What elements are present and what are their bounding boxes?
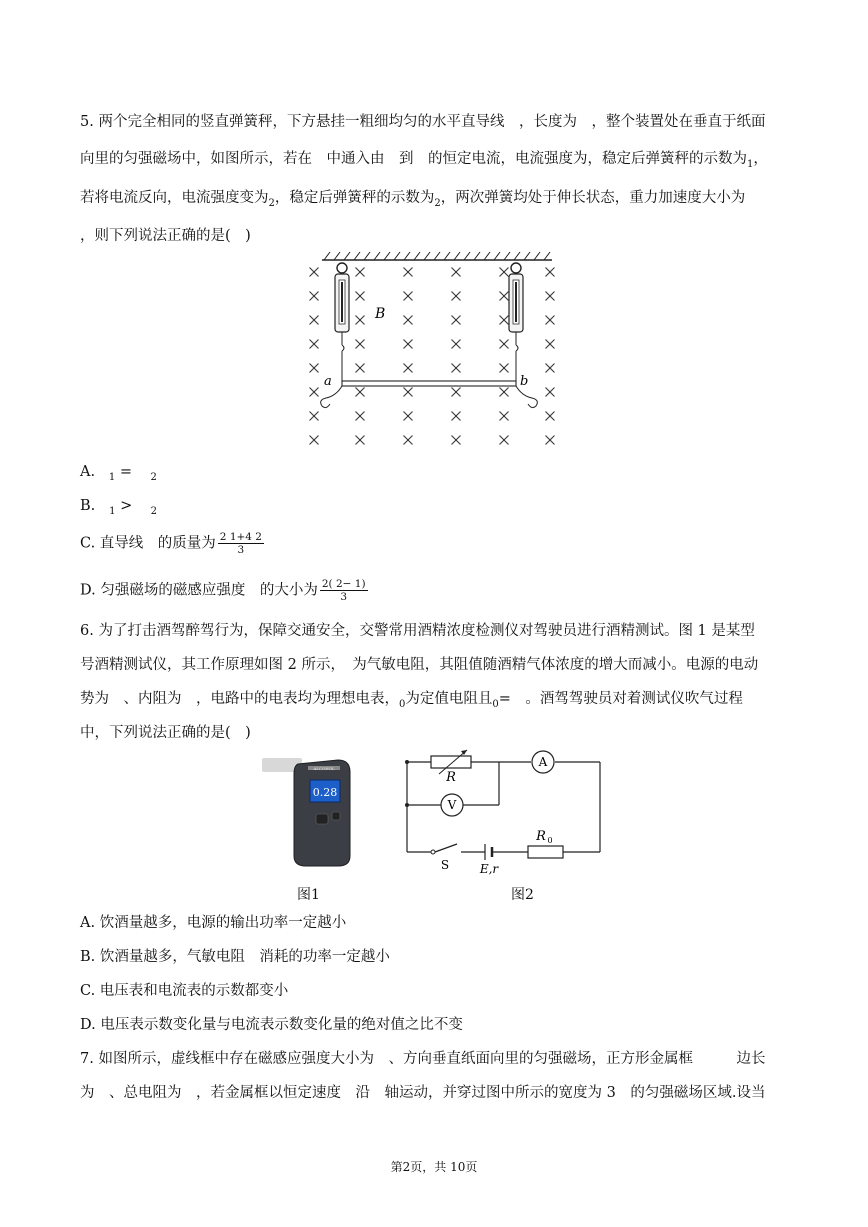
device-button-2 bbox=[332, 812, 340, 820]
q5-option-b-op: > bbox=[120, 498, 133, 514]
label-b: b bbox=[520, 374, 529, 389]
right-spring-scale bbox=[509, 263, 523, 382]
q5-option-b-label: B. bbox=[80, 498, 96, 514]
q6-option-b: B. 饮酒量越多，气敏电阻 消耗的功率一定越小 bbox=[80, 949, 390, 965]
q6-line-3-sub: 0 bbox=[399, 699, 406, 710]
q5-option-a bbox=[80, 462, 157, 484]
q5-line-3-sub: 2 bbox=[268, 198, 275, 209]
q6-line-3 bbox=[80, 689, 743, 711]
q5-option-c-num: 2 1+4 2 bbox=[219, 531, 262, 543]
horizontal-wire bbox=[321, 381, 538, 408]
q5-option-d-text: D. 匀强磁场的磁感应强度 的大小为 bbox=[80, 582, 318, 599]
battery-label: E,r bbox=[479, 862, 499, 876]
ceiling bbox=[322, 252, 552, 260]
q5-option-b-sub1: 1 bbox=[109, 506, 116, 517]
q5-line-3a: 若将电流反向，电流强度变为 bbox=[80, 190, 269, 206]
q5-line-2-sub: 1 bbox=[747, 159, 754, 170]
q6-line-3c: = 。酒驾驾驶员对着测试仪吹气过程 bbox=[498, 691, 743, 707]
q6-line-3a: 势为 、内阻为 ，电路中的电表均为理想电表， bbox=[80, 691, 399, 707]
q7-line-1: 7. 如图所示，虚线框中存在磁感应强度大小为 、方向垂直纸面向里的匀强磁场，正方形金属框 边长 bbox=[80, 1051, 766, 1067]
ammeter-label: A bbox=[538, 755, 548, 769]
q5-option-c-text: C. 直导线 的质量为 bbox=[80, 535, 216, 552]
voltmeter-label: V bbox=[447, 798, 457, 812]
q6-line-3b: 为定值电阻且 bbox=[405, 691, 493, 707]
circuit-diagram bbox=[395, 748, 610, 878]
label-B: B bbox=[375, 306, 386, 322]
q5-option-a-sub1: 1 bbox=[108, 472, 116, 483]
q5-line-3c: ，两次弹簧均处于伸长状态，重力加速度大小为 bbox=[440, 190, 746, 206]
q6-line-1: 6. 为了打击酒驾醉驾行为，保障交通安全，交警常用酒精浓度检测仪对驾驶员进行酒精测试。图 1 是某型 bbox=[80, 623, 755, 639]
label-R0: R bbox=[536, 829, 546, 844]
q6-option-c: C. 电压表和电流表的示数都变小 bbox=[80, 983, 289, 999]
q5-option-a-label: A. bbox=[80, 464, 96, 480]
q5-line-3b: ，稳定后弹簧秤的示数为 bbox=[274, 190, 435, 206]
q5-line-4: ，则下列说法正确的是( ) bbox=[80, 228, 251, 244]
q6-line-3-sub2: 0 bbox=[492, 699, 499, 710]
q5-option-c-den: 3 bbox=[237, 544, 245, 556]
q5-line-3-sub2: 2 bbox=[434, 198, 441, 209]
left-spring-scale bbox=[335, 263, 349, 382]
switch-pivot bbox=[431, 850, 435, 854]
junction-top bbox=[405, 760, 409, 764]
q6-option-d: D. 电压表示数变化量与电流表示数变化量的绝对值之比不变 bbox=[80, 1017, 463, 1033]
breathalyzer-figure bbox=[258, 752, 358, 870]
q5-line-2-text: 向里的匀强磁场中，如图所示，若在 中通入由 到 的恒定电流，电流强度为，稳定后弹簧秤的示数为 bbox=[80, 151, 747, 167]
q6-line-4: 中，下列说法正确的是( ) bbox=[80, 725, 251, 741]
q5-line-1: 5. 两个完全相同的竖直弹簧秤，下方悬挂一粗细均匀的水平直导线 ，长度为 ，整个装置处在垂直于纸面 bbox=[80, 114, 766, 130]
q5-figure bbox=[300, 250, 570, 455]
q5-option-b bbox=[80, 496, 157, 518]
q5-line-2 bbox=[80, 149, 768, 171]
q5-option-b-sub2: 2 bbox=[150, 506, 158, 517]
q5-option-d bbox=[80, 578, 368, 603]
fig2-caption: 图2 bbox=[511, 887, 534, 903]
label-R: R bbox=[446, 770, 456, 785]
device-body bbox=[294, 760, 350, 866]
variable-resistor-R bbox=[431, 756, 471, 768]
device-button-1 bbox=[316, 814, 328, 824]
junction-left bbox=[405, 803, 409, 807]
q6-option-a: A. 饮酒量越多，电源的输出功率一定越小 bbox=[80, 915, 347, 931]
page-footer: 第2页，共 10页 bbox=[390, 1160, 478, 1174]
q5-option-d-num: 2( 2− 1) bbox=[321, 578, 366, 590]
fig1-caption: 图1 bbox=[297, 887, 320, 903]
q5-option-d-den: 3 bbox=[340, 591, 348, 603]
switch-label: S bbox=[440, 858, 450, 872]
q5-option-c-fraction bbox=[218, 531, 264, 556]
label-R0-sub: 0 bbox=[547, 836, 553, 845]
device-brand: ALCOHOL bbox=[313, 766, 335, 771]
q5-line-2-end: ， bbox=[753, 151, 768, 167]
q7-line-2: 为 、总电阻为 ，若金属框以恒定速度 沿 轴运动，并穿过图中所示的宽度为 3 的匀强磁场区域.设当 bbox=[80, 1085, 766, 1101]
q5-option-c bbox=[80, 531, 264, 556]
q5-option-d-fraction bbox=[320, 578, 368, 603]
q6-line-2: 号酒精测试仪，其工作原理如图 2 所示， 为气敏电阻，其阻值随酒精气体浓度的增大而减小。电源的电动 bbox=[80, 657, 759, 673]
q5-line-3 bbox=[80, 188, 745, 210]
label-a: a bbox=[324, 374, 332, 389]
device-reading: 0.28 bbox=[312, 786, 338, 799]
fixed-resistor-R0 bbox=[528, 846, 563, 858]
q5-option-a-op: = bbox=[119, 464, 133, 480]
q5-option-a-sub2: 2 bbox=[150, 472, 157, 483]
